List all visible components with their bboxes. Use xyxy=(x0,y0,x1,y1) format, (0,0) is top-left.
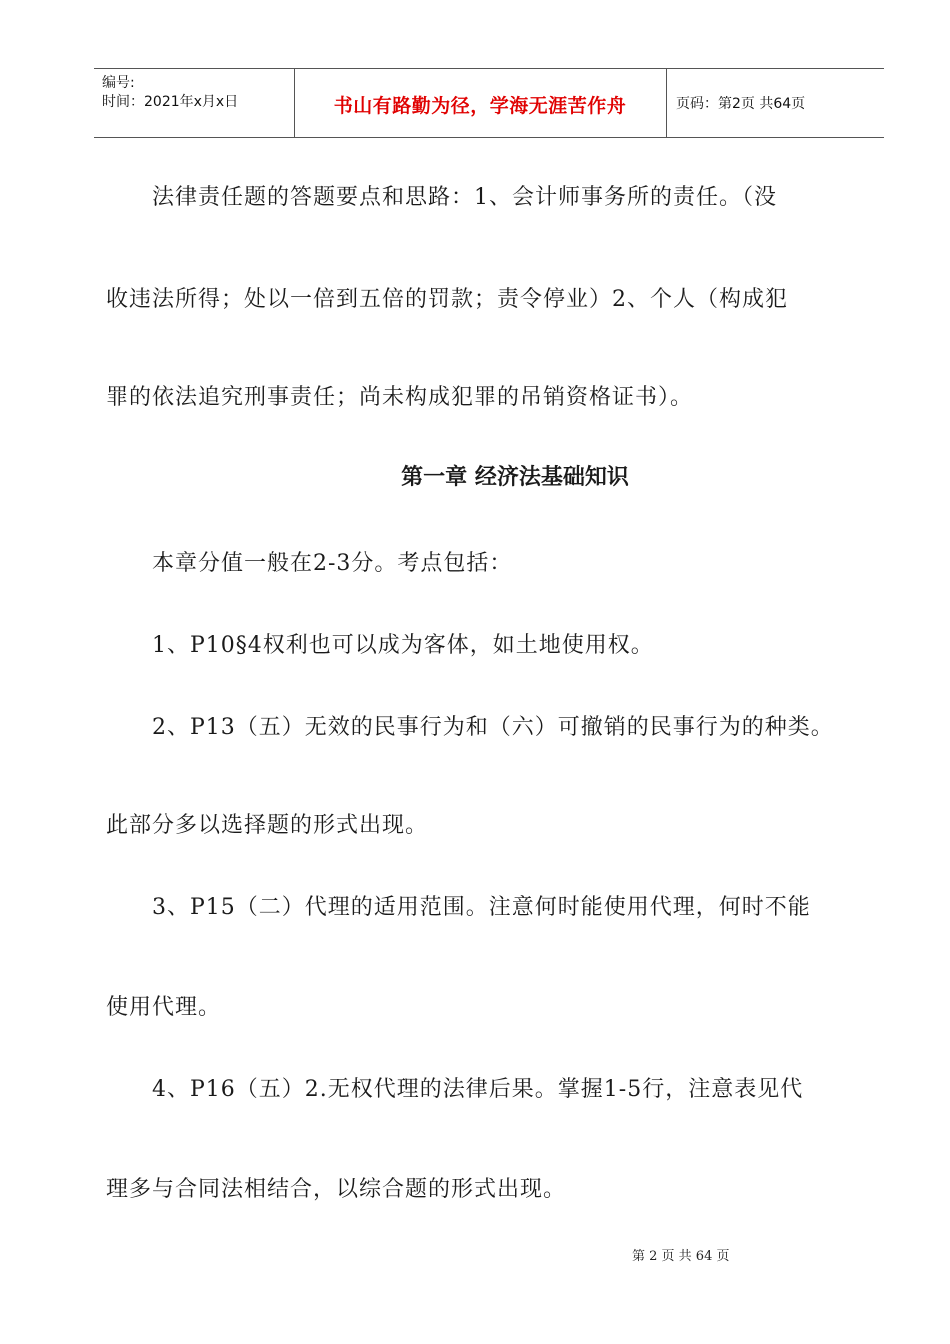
page-header xyxy=(94,68,884,138)
page-footer: 第 2 页 共 64 页 xyxy=(632,1249,730,1264)
paragraph-line: 1、P10§4权利也可以成为客体，如土地使用权。 xyxy=(152,633,654,658)
paragraph-line: 收违法所得；处以一倍到五倍的罚款；责令停业）2、个人（构成犯 xyxy=(106,287,788,312)
paragraph-line: 使用代理。 xyxy=(106,995,222,1020)
header-page-number: 页码：第2页 共64页 xyxy=(676,96,806,112)
header-page-cell xyxy=(666,69,884,137)
paragraph-line: 本章分值一般在2-3分。考点包括： xyxy=(152,551,513,576)
header-motto: 书山有路勤为径，学海无涯苦作舟 xyxy=(333,95,627,117)
paragraph-line: 3、P15（二）代理的适用范围。注意何时能使用代理，何时不能 xyxy=(152,895,811,920)
paragraph-line: 此部分多以选择题的形式出现。 xyxy=(106,813,429,838)
paragraph-line: 2、P13（五）无效的民事行为和（六）可撤销的民事行为的种类。 xyxy=(152,715,834,740)
paragraph-line: 法律责任题的答题要点和思路：1、会计师事务所的责任。（没 xyxy=(152,185,777,210)
header-motto-cell xyxy=(294,69,667,137)
paragraph-line: 理多与合同法相结合，以综合题的形式出现。 xyxy=(106,1177,567,1202)
chapter-title: 第一章 经济法基础知识 xyxy=(401,465,629,490)
paragraph-line: 罪的依法追究刑事责任；尚未构成犯罪的吊销资格证书）。 xyxy=(106,385,694,410)
header-meta-cell xyxy=(94,69,295,137)
paragraph-line: 4、P16（五）2.无权代理的法律后果。掌握1-5行，注意表见代 xyxy=(152,1077,804,1102)
document-number-label: 编号: xyxy=(102,75,135,91)
document-time-label: 时间：2021年x月x日 xyxy=(102,94,239,110)
